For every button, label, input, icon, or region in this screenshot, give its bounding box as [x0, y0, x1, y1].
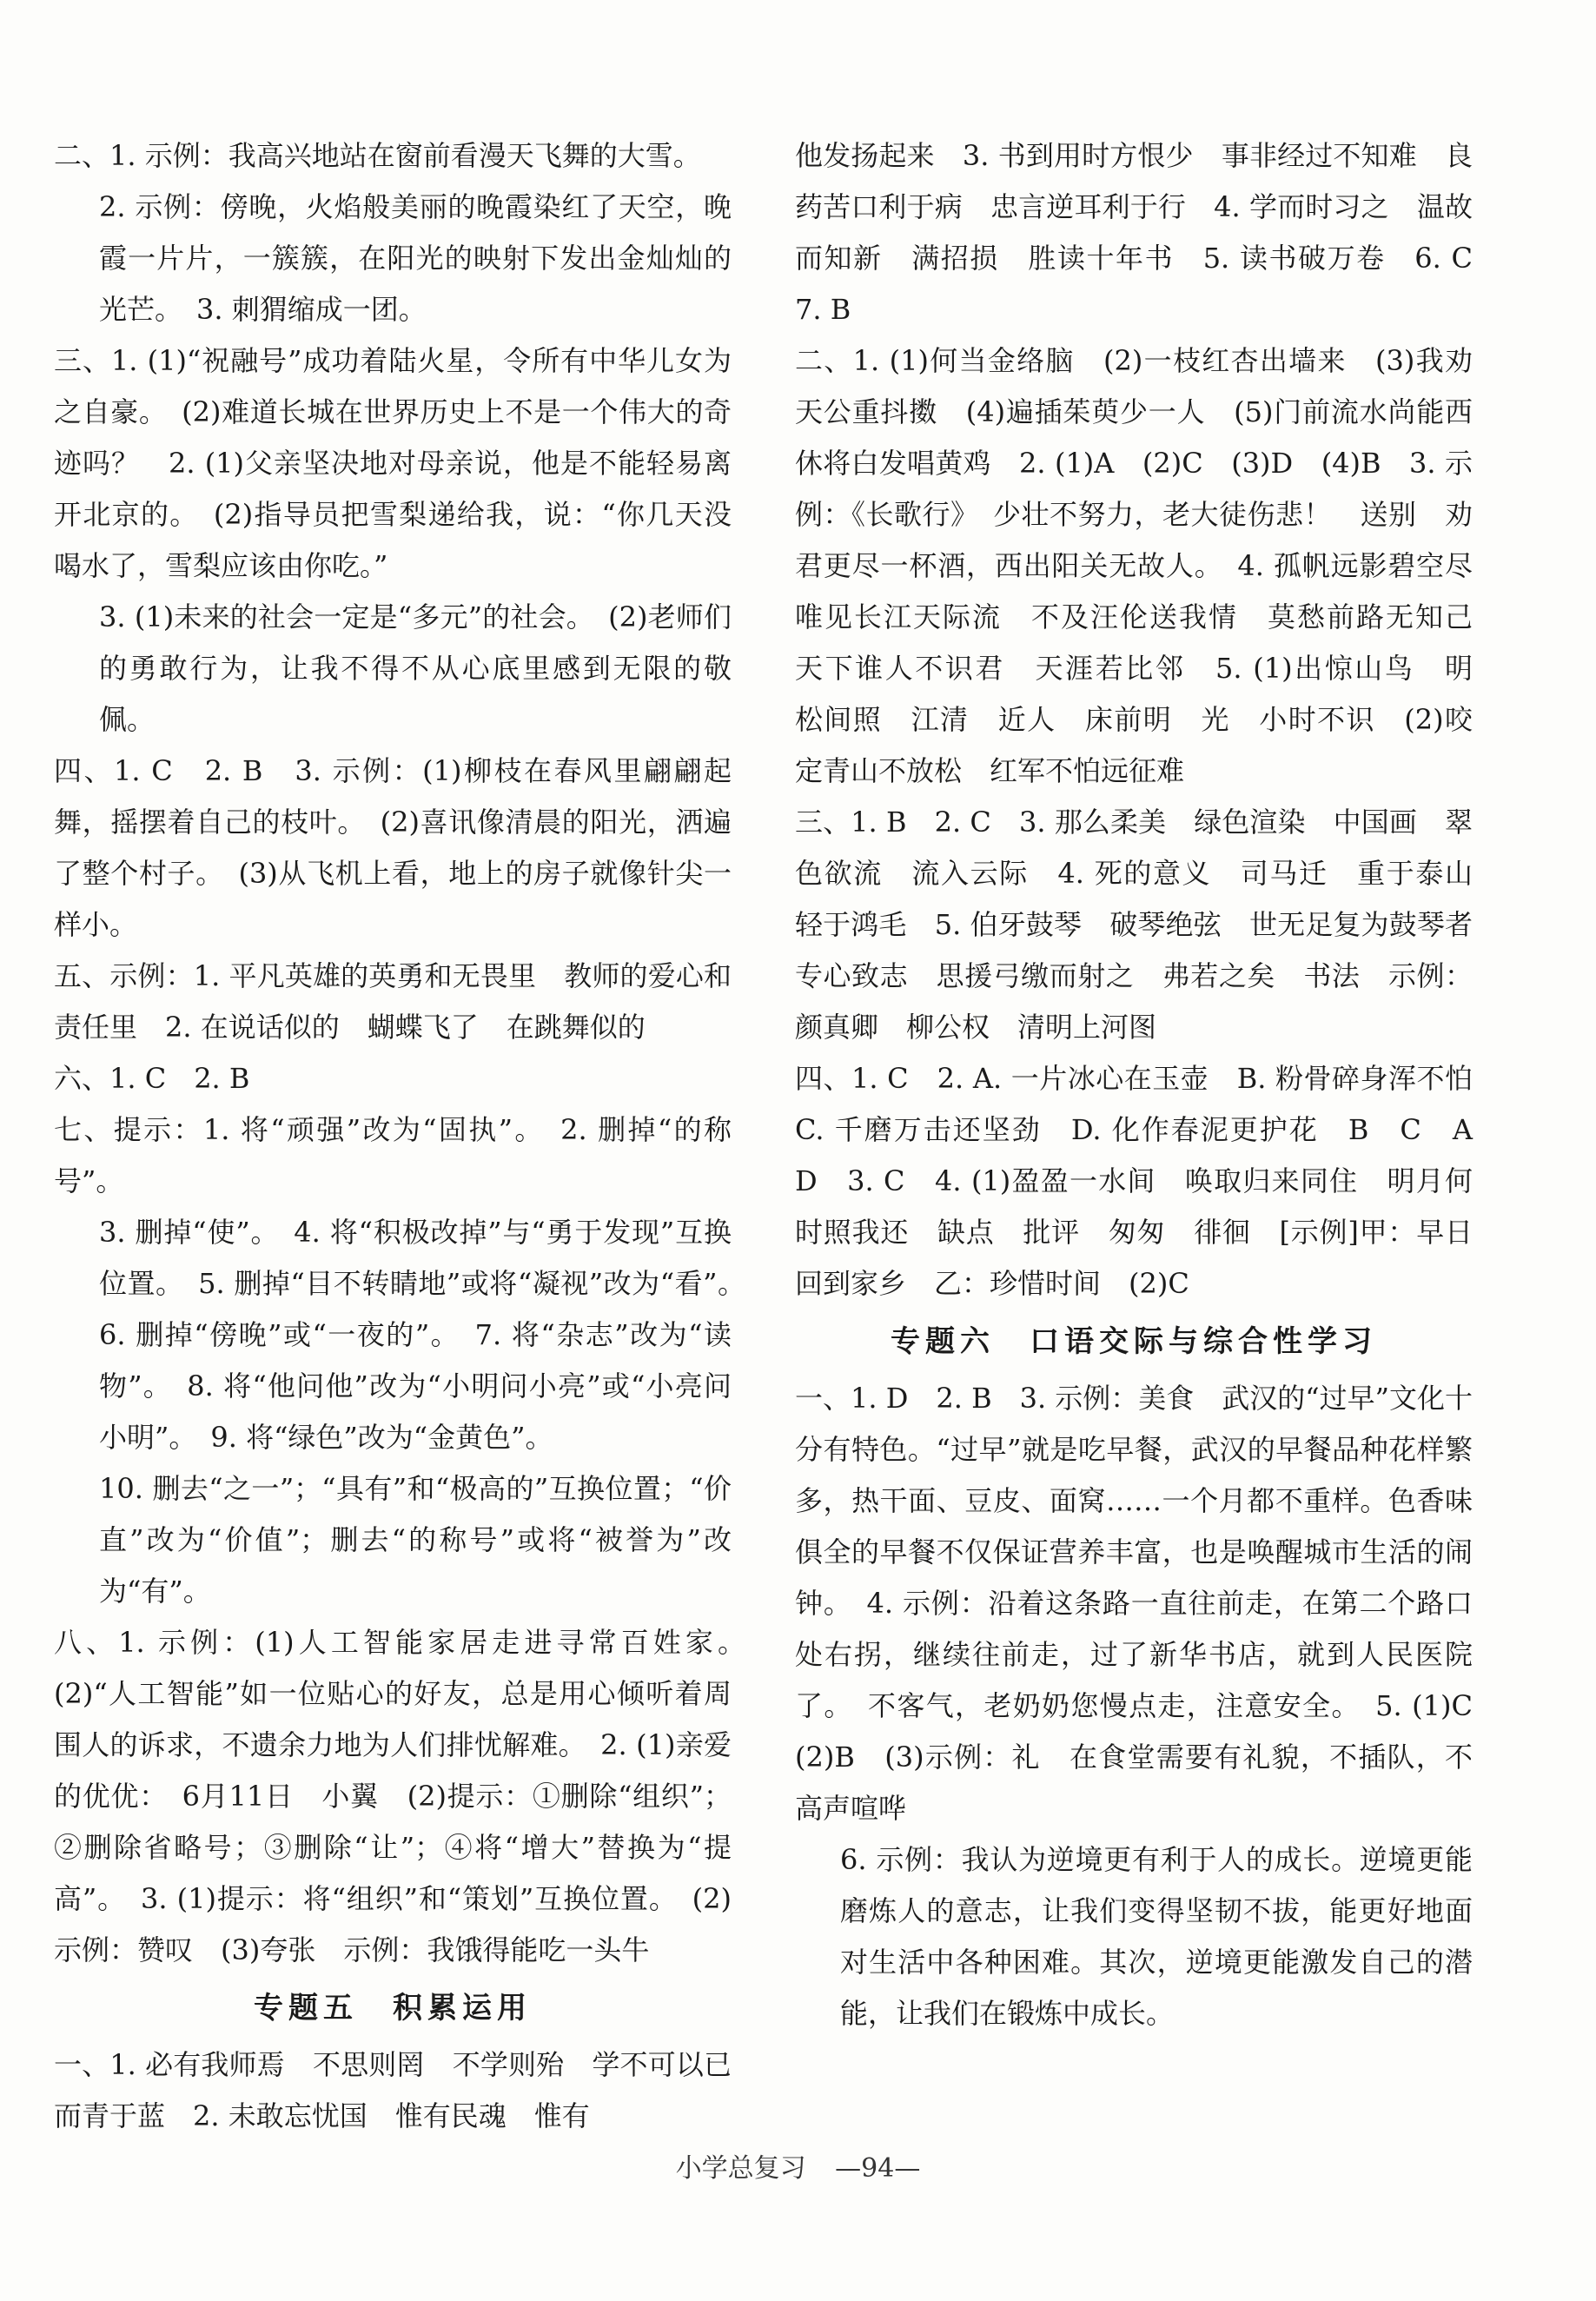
answer-paragraph: 2. 示例：傍晚，火焰般美丽的晚霞染红了天空，晚霞一片片，一簇簇，在阳光的映射下发出金灿灿的光芒。 3. 刺猬缩成一团。 [99, 190, 732, 326]
answer-paragraph: 四、1. C 2. B 3. 示例：(1)柳枝在春风里翩翩起舞，摇摆着自己的枝叶。 (2)喜讯像清晨的阳光，洒遍了整个村子。 (3)从飞机上看，地上的房子就像针尖一样小。 [54, 754, 732, 941]
answer-paragraph: 一、1. D 2. B 3. 示例：美食 武汉的“过早”文化十分有特色。“过早”就是吃早餐，武汉的早餐品种花样繁多，热干面、豆皮、面窝……一个月都不重样。色香味俱全的早餐不仅保证营养丰富，也是唤醒城市生活的闹钟。 4. 示例：沿着这条路一直往前走，在第二个路口处右拐，继续往前走，过了新华书店，就到人民医院了。 不客气，老奶奶您慢点走，注意安全。 5. (1)C (2)B (3)示例：礼 在食堂需要有礼貌，不插队，不高声喧哗 [795, 1382, 1501, 1825]
answer-paragraph: 二、1. (1)何当金络脑 (2)一枝红杏出墙来 (3)我劝天公重抖擞 (4)遍插茱萸少一人 (5)门前流水尚能西 休将白发唱黄鸡 2. (1)A (2)C (3)D (4)B 3. 示例：《长歌行》 少壮不努力，老大徒伤悲！ 送别 劝君更尽一杯酒，西出阳关无故人。 4. 孤帆远影碧空尽 唯见长江天际流 不及汪伦送我情 莫愁前路无知己 天下谁人不识君 天涯若比邻 5. (1)出惊山鸟 明 松间照 江清 近人 床前明 光 小时不识 (2)咬定青山不放松 红军不怕远征难 [795, 344, 1501, 787]
answer-paragraph: 三、1. B 2. C 3. 那么柔美 绿色渲染 中国画 翠色欲流 流入云际 4. 死的意义 司马迁 重于泰山 轻于鸿毛 5. 伯牙鼓琴 破琴绝弦 世无足复为鼓琴者 专心致志 思援弓缴而射之 弗若之矣 书法 示例：颜真卿 柳公权 清明上河图 [795, 806, 1501, 1044]
footer-label: 小学总复习 [675, 2153, 806, 2184]
answer-paragraph: 八、1. 示例：(1)人工智能家居走进寻常百姓家。 (2)“人工智能”如一位贴心的好友，总是用心倾听着周围人的诉求，不遗余力地为人们排忧解难。 2. (1)亲爱的优优： 6月11日 小翼 (2)提示：①删除“组织”；②删除省略号；③删除“让”；④将“增大”替换为“提高”。 3. (1)提示：将“组织”和“策划”互换位置。 (2)示例：赞叹 (3)夸张 示例：我饿得能吃一头牛 [54, 1626, 760, 1966]
answer-paragraph: 3. (1)未来的社会一定是“多元”的社会。 (2)老师们的勇敢行为，让我不得不从心底里感到无限的敬佩。 [99, 600, 732, 736]
answer-paragraph: 一、1. 必有我师焉 不思则罔 不学则殆 学不可以已 而青于蓝 2. 未敢忘忧国 惟有民魂 惟有 [54, 2048, 760, 2132]
answer-paragraph: 五、示例：1. 平凡英雄的英勇和无畏里 教师的爱心和责任里 2. 在说话似的 蝴蝶飞了 在跳舞似的 [54, 959, 732, 1044]
answer-paragraph: 七、提示：1. 将“顽强”改为“固执”。 2. 删掉“的称号”。 [54, 1113, 732, 1197]
answer-paragraph: 3. 删掉“使”。 4. 将“积极改掉”与“勇于发现”互换位置。 5. 删掉“目不转睛地”或将“凝视”改为“看”。 6. 删掉“傍晚”或“一夜的”。 7. 将“杂志”改为“读物”。 8. 将“他问他”改为“小明问小亮”或“小亮问小明”。 9. 将“绿色”改为“金黄色”。 [99, 1216, 760, 1454]
answer-paragraph: 六、1. C 2. B [54, 1062, 250, 1095]
answer-paragraph: 三、1. (1)“祝融号”成功着陆火星，令所有中华儿女为之自豪。 (2)难道长城在世界历史上不是一个伟大的奇迹吗？ 2. (1)父亲坚决地对母亲说，他是不能轻易离开北京的。 (2)指导员把雪梨递给我，说：“你几天没喝水了，雪梨应该由你吃。” [54, 344, 732, 582]
section-heading: 专题六 口语交际与综合性学习 [891, 1324, 1377, 1359]
answer-paragraph: 二、1. 示例：我高兴地站在窗前看漫天飞舞的大雪。 [54, 139, 701, 172]
left-column [54, 130, 760, 2142]
right-column [795, 130, 1501, 2039]
answer-paragraph: 四、1. C 2. A. 一片冰心在玉壶 B. 粉骨碎身浑不怕 C. 千磨万击还坚劲 D. 化作春泥更护花 B C A D 3. C 4. (1)盈盈一水间 唤取归来同住 明月何时照我还 缺点 批评 匆匆 徘徊 [示例]甲：早日回到家乡 乙：珍惜时间 (2)C [795, 1062, 1501, 1300]
answer-paragraph: 他发扬起来 3. 书到用时方恨少 事非经过不知难 良药苦口利于病 忠言逆耳利于行 4. 学而时习之 温故而知新 满招损 胜读十年书 5. 读书破万卷 6. C 7. B [795, 139, 1501, 326]
answer-paragraph: 6. 示例：我认为逆境更有利于人的成长。逆境更能磨炼人的意志，让我们变得坚韧不拔，能更好地面对生活中各种困难。其次，逆境更能激发自己的潜能，让我们在锻炼中成长。 [840, 1843, 1473, 2030]
page-footer [0, 2146, 1596, 2185]
page-number: —94— [835, 2153, 921, 2184]
section-heading: 专题五 积累运用 [254, 1991, 532, 2026]
answer-paragraph: 10. 删去“之一”；“具有”和“极高的”互换位置；“价直”改为“价值”；删去“的称号”或将“被誉为”改为“有”。 [99, 1472, 732, 1608]
